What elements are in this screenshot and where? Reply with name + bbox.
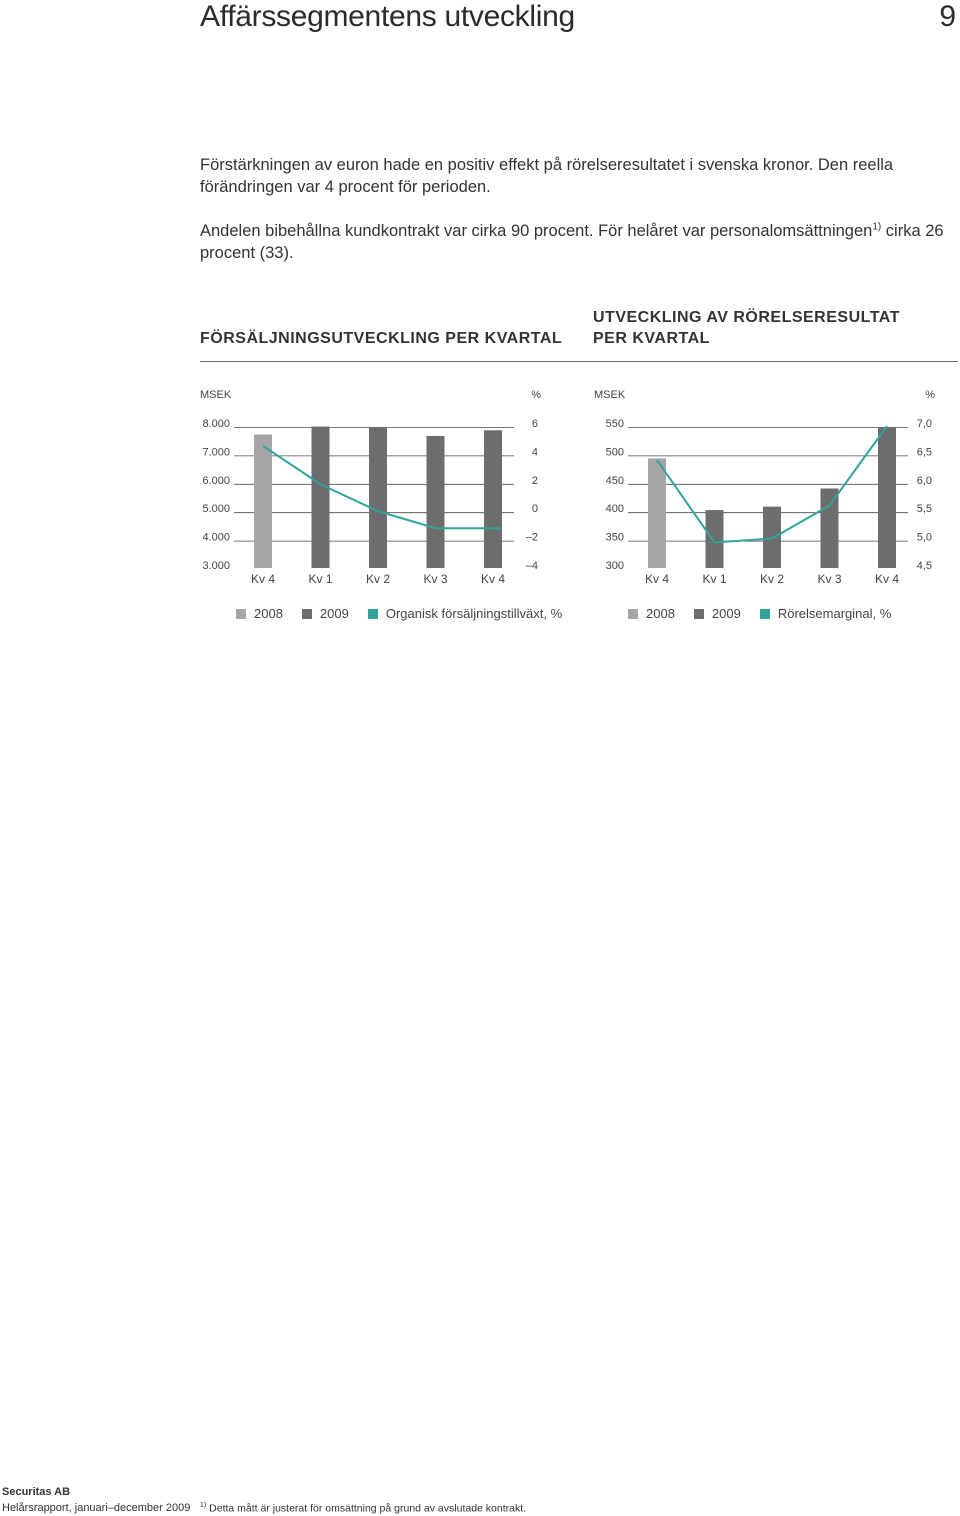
bar (427, 436, 445, 568)
y-tick-right: 6,0 (916, 474, 932, 487)
y-axis-unit-left: MSEK (594, 389, 626, 401)
legend-label: Organisk försäljningstillväxt, % (385, 606, 563, 621)
x-tick-label: Kv 4 (644, 572, 670, 586)
legend-label: 2009 (711, 606, 741, 621)
y-tick-right: 0 (531, 503, 538, 516)
y-tick-right: 4 (531, 446, 538, 459)
x-tick-label: Kv 3 (423, 572, 448, 586)
footnote-mark: 1) (200, 1502, 207, 1509)
bar (369, 427, 387, 568)
y-tick-right: 2 (531, 474, 538, 487)
paragraph-customer-retention (200, 220, 960, 264)
y-axis-unit-right: % (531, 389, 541, 401)
result-chart-title-line1: UTVECKLING AV RÖRELSERESULTAT (593, 309, 900, 326)
x-tick-label: Kv 3 (817, 572, 842, 586)
paragraph-text: Andelen bibehållna kundkontrakt var cirka 90 procent. För helåret var personalomsättningen (200, 222, 873, 240)
y-axis-unit-left: MSEK (200, 389, 232, 401)
y-axis-unit-right: % (925, 389, 935, 401)
y-tick-right: 5,5 (916, 503, 932, 516)
page-number: 9 (939, 0, 956, 33)
y-tick-right: 4,5 (916, 560, 932, 572)
y-tick-left: 3.000 (202, 560, 230, 572)
bar (484, 430, 502, 568)
legend-swatch (236, 609, 246, 619)
legend-item (628, 606, 675, 621)
y-tick-right: 7,0 (916, 418, 932, 430)
result-chart-legend (628, 606, 910, 621)
y-tick-left: 400 (605, 503, 624, 516)
bar (821, 488, 839, 568)
x-tick-label: Kv 1 (308, 572, 333, 586)
footnote-ref: 1) (872, 221, 882, 233)
legend-swatch (760, 609, 770, 619)
legend-item (694, 606, 741, 621)
result-chart-title-line2: PER KVARTAL (593, 330, 710, 347)
y-tick-left: 7.000 (202, 446, 230, 459)
paragraph-text-end: cirka 26 procent (33). (200, 222, 944, 262)
y-tick-left: 450 (605, 474, 624, 487)
legend-item (368, 606, 562, 621)
legend-swatch (694, 609, 704, 619)
legend-label: 2008 (254, 606, 283, 621)
y-tick-left: 300 (605, 560, 624, 572)
paragraph-euro-effect: Förstärkningen av euron hade en positiv effekt på rörelseresultatet i svenska kronor. Den reella förändringen var 4 procent för perioden. (200, 156, 894, 196)
x-tick-label: Kv 4 (250, 572, 276, 586)
legend-item (760, 606, 891, 621)
x-tick-label: Kv 2 (365, 572, 391, 586)
y-tick-left: 8.000 (202, 418, 230, 430)
bar (254, 435, 272, 568)
bar (312, 427, 330, 568)
sales-chart-title: FÖRSÄLJNINGSUTVECKLING PER KVARTAL (200, 330, 563, 347)
result-chart-title (593, 307, 900, 349)
x-tick-label: Kv 4 (874, 572, 900, 586)
x-tick-label: Kv 4 (480, 572, 506, 586)
bar (706, 510, 724, 568)
legend-swatch (628, 609, 638, 619)
footnote (200, 1502, 526, 1515)
y-tick-left: 6.000 (202, 474, 230, 487)
chart-title-divider (200, 361, 958, 362)
y-tick-right: –2 (525, 531, 538, 544)
footnote-text: Detta mått är justerat för omsättning på grund av avslutade kontrakt. (206, 1502, 527, 1515)
x-tick-label: Kv 1 (702, 572, 727, 586)
y-tick-right: –4 (525, 560, 538, 572)
legend-label: 2008 (646, 606, 675, 621)
sales-chart-legend (236, 606, 581, 621)
y-tick-left: 5.000 (202, 503, 230, 516)
page-title: Affärssegmentens utveckling (200, 0, 575, 33)
y-tick-left: 350 (605, 531, 624, 544)
bar (878, 427, 896, 568)
legend-item (302, 606, 349, 621)
legend-label: Rörelsemarginal, % (777, 606, 892, 621)
y-tick-right: 5,0 (916, 531, 932, 544)
y-tick-right: 6 (531, 418, 538, 430)
legend-swatch (302, 609, 312, 619)
footer-company: Securitas AB (2, 1486, 71, 1498)
bar (648, 458, 666, 568)
result-chart (590, 383, 940, 593)
legend-label: 2009 (319, 606, 349, 621)
y-tick-left: 500 (605, 446, 624, 459)
footer-report: Helårsrapport, januari–december 2009 (2, 1502, 191, 1514)
y-tick-left: 4.000 (202, 531, 230, 544)
x-tick-label: Kv 2 (759, 572, 785, 586)
y-tick-right: 6,5 (916, 446, 932, 459)
y-tick-left: 550 (605, 418, 624, 430)
legend-swatch (368, 609, 378, 619)
sales-chart (196, 383, 546, 593)
legend-item (236, 606, 283, 621)
